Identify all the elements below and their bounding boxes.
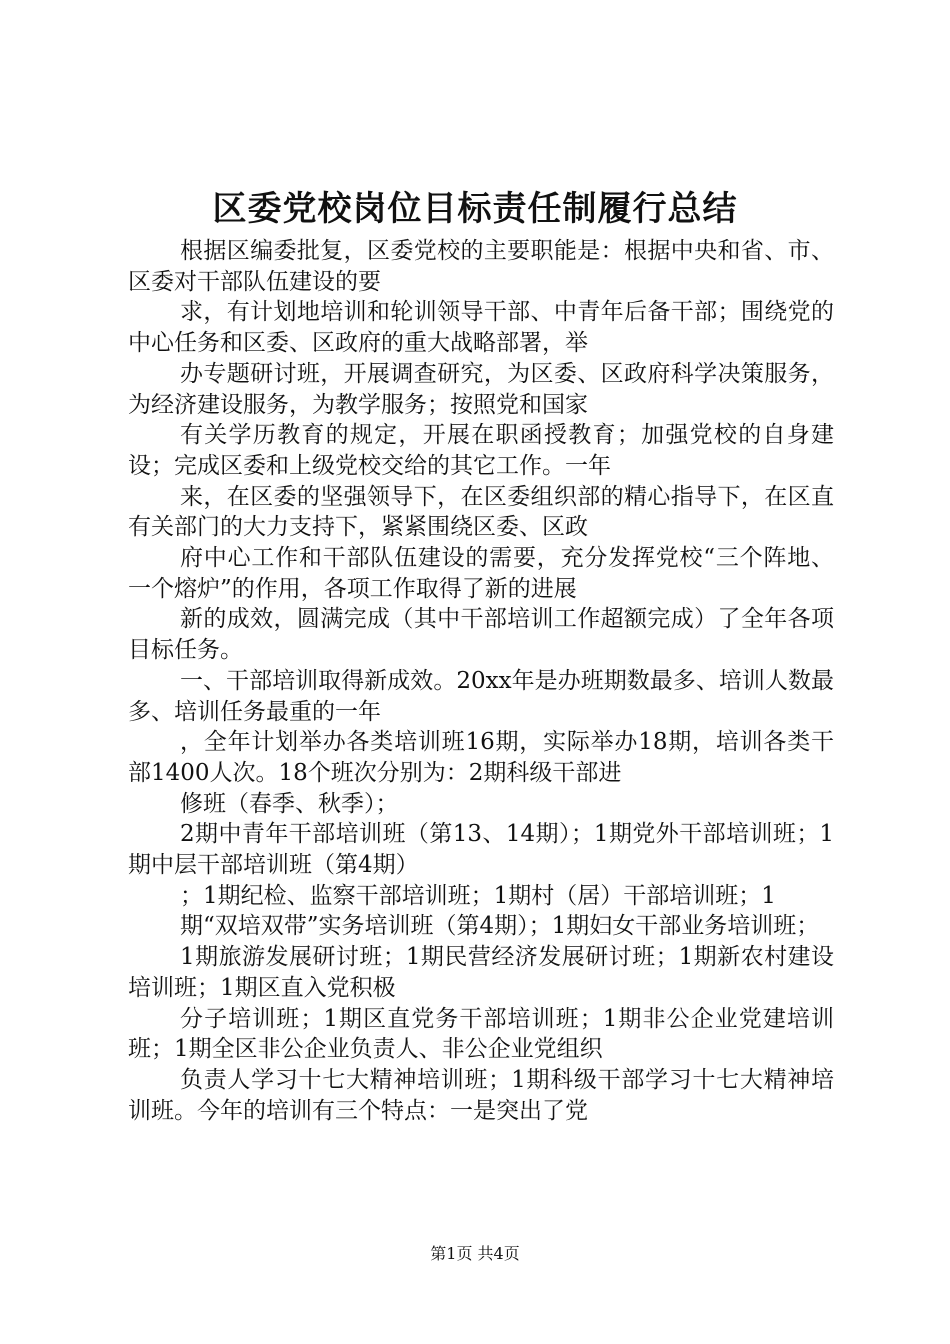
paragraph: 分子培训班；1期区直党务干部培训班；1期非公企业党建培训班；1期全区非公企业负责人、非公企业党组织 (128, 1005, 834, 1063)
document-body (128, 236, 834, 1126)
paragraph: 求，有计划地培训和轮训领导干部、中青年后备干部；围绕党的中心任务和区委、区政府的重大战略部署，举 (128, 299, 834, 357)
paragraph: 有关学历教育的规定，开展在职函授教育；加强党校的自身建设；完成区委和上级党校交给的其它工作。一年 (128, 422, 834, 479)
paragraph: ，全年计划举办各类培训班16期，实际举办18期，培训各类干部1400人次。18个班次分别为：2期科级干部进 (128, 729, 834, 786)
paragraph: 期“双培双带”实务培训班（第4期）；1期妇女干部业务培训班； (180, 913, 820, 940)
paragraph: 负责人学习十七大精神培训班；1期科级干部学习十七大精神培训班。今年的培训有三个特点：一是突出了党 (128, 1066, 834, 1124)
paragraph: ；1期纪检、监察干部培训班；1期村（居）干部培训班；1 (180, 882, 776, 909)
paragraph: 修班（春季、秋季）； (180, 790, 399, 817)
paragraph: 2期中青年干部培训班（第13、14期）；1期党外干部培训班；1期中层干部培训班（第4期） (128, 821, 834, 879)
paragraph: 1期旅游发展研讨班；1期民营经济发展研讨班；1期新农村建设培训班；1期区直入党积极 (128, 944, 834, 1001)
paragraph: 来，在区委的坚强领导下，在区委组织部的精心指导下，在区直有关部门的大力支持下，紧紧围绕区委、区政 (128, 483, 834, 541)
paragraph: 根据区编委批复，区委党校的主要职能是：根据中央和省、市、区委对干部队伍建设的要 (128, 238, 834, 295)
paragraph: 新的成效，圆满完成（其中干部培训工作超额完成）了全年各项目标任务。 (128, 606, 834, 664)
paragraph: 一、干部培训取得新成效。20xx年是办班期数最多、培训人数最多、培训任务最重的一年 (128, 667, 834, 725)
page-footer: 第1页 共4页 (430, 1244, 520, 1263)
document-title: 区委党校岗位目标责任制履行总结 (212, 189, 738, 229)
paragraph: 办专题研讨班，开展调查研究，为区委、区政府科学决策服务，为经济建设服务，为教学服务；按照党和国家 (128, 360, 834, 418)
paragraph: 府中心工作和干部队伍建设的需要，充分发挥党校“三个阵地、一个熔炉”的作用，各项工作取得了新的进展 (128, 545, 834, 602)
